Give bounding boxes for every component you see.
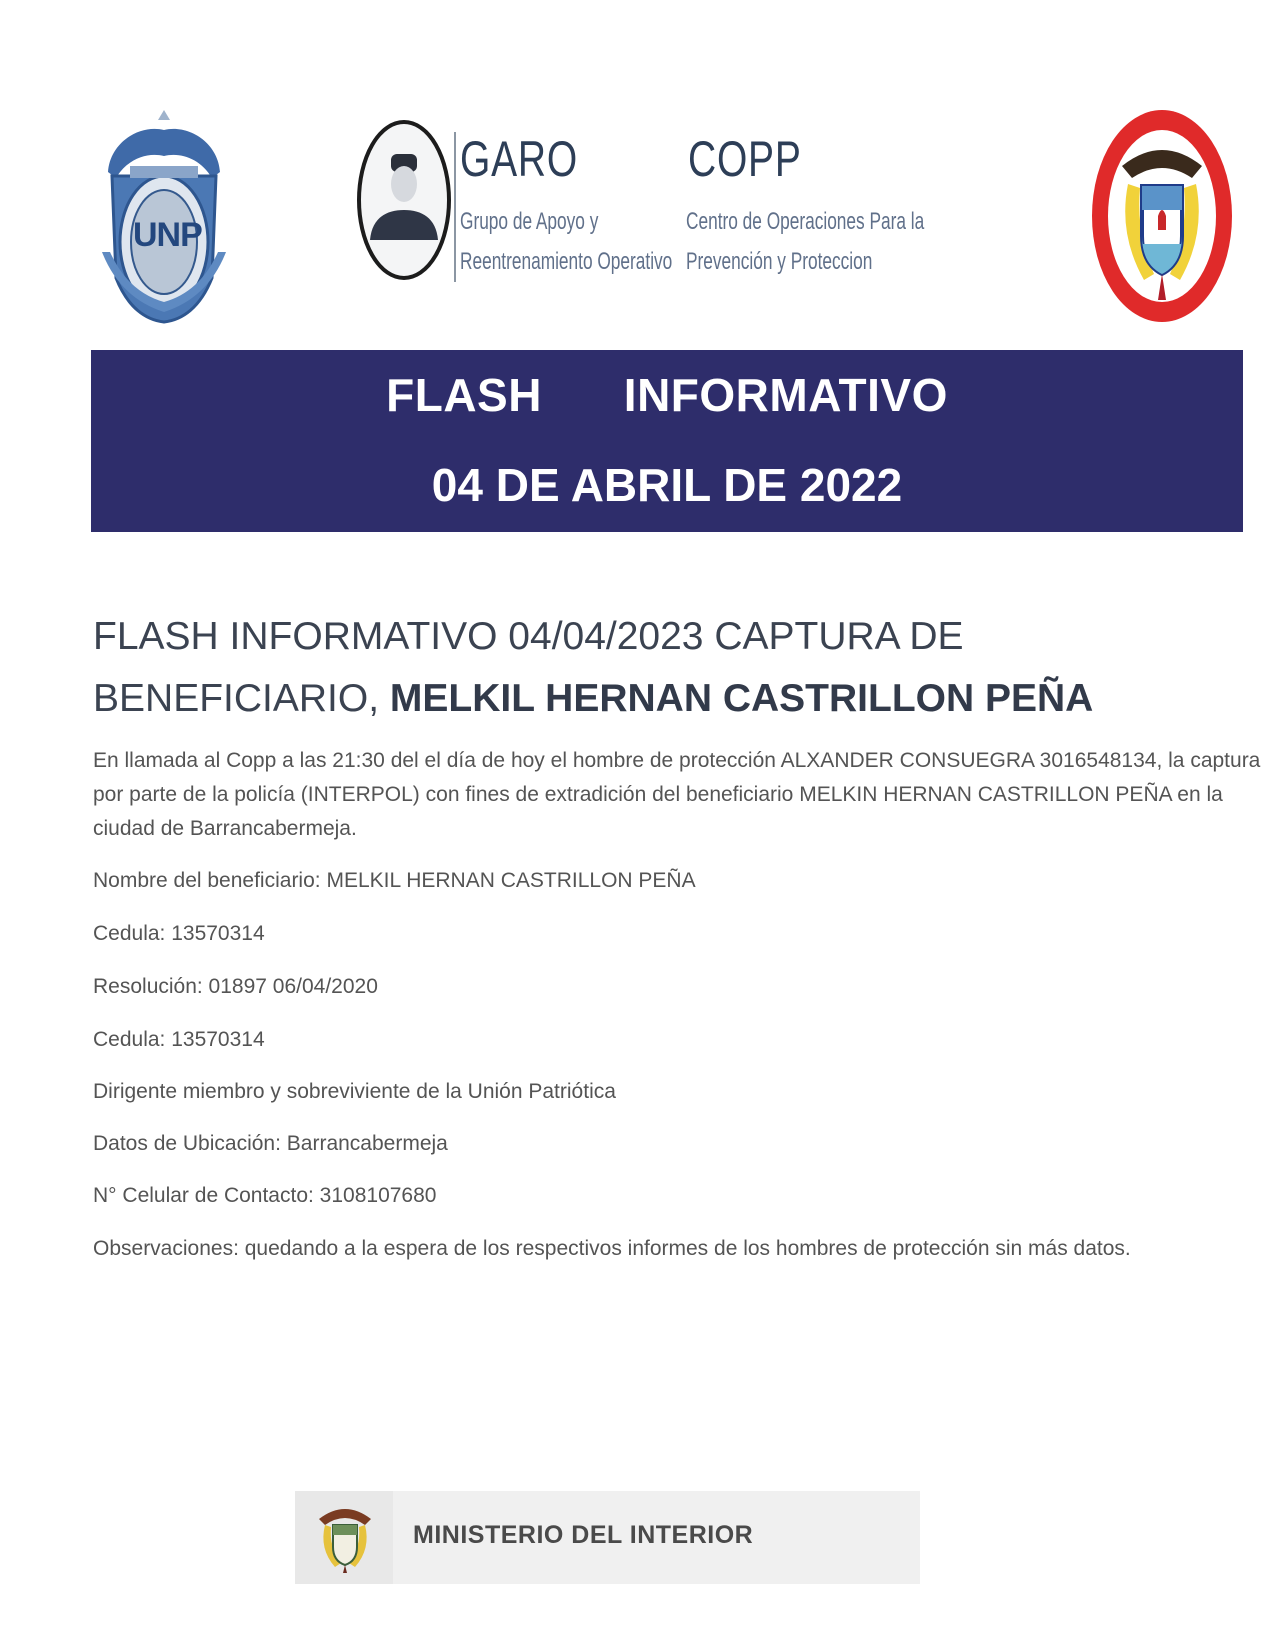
cedula-line-2: Cedula: 13570314 xyxy=(93,1028,265,1051)
colombia-coat-of-arms-icon xyxy=(1088,104,1236,328)
garo-avatar xyxy=(356,118,452,282)
garo-title: GARO xyxy=(460,131,578,187)
copp-title: COPP xyxy=(688,131,802,187)
intro-paragraph: En llamada al Copp a las 21:30 del el día de hoy el hombre de protección ALXANDER CONSUEGRA 3016548134, la captura por parte de la policía (INTERPOL) con fines de extradición del beneficiario MELKIN HERNAN CASTRILLON PEÑA en la ciudad de Barrancabermeja. xyxy=(93,749,1261,840)
unp-logo-label: UNP xyxy=(133,216,202,254)
heading-prefix: FLASH INFORMATIVO 04/04/2023 CAPTURA DE BENEFICIARIO, xyxy=(93,615,964,720)
unp-logo xyxy=(100,102,228,328)
unp-shield-icon xyxy=(100,102,228,328)
flash-banner xyxy=(91,350,1243,532)
banner-date: 04 DE ABRIL DE 2022 xyxy=(431,459,903,511)
leader-description-line: Dirigente miembro y sobreviviente de la Unión Patriótica xyxy=(93,1080,616,1103)
garo-subtitle-line2: Reentrenamiento Operativo xyxy=(460,248,673,275)
colombia-emblem-icon xyxy=(313,1501,377,1575)
colombia-seal xyxy=(1088,104,1236,328)
copp-subtitle-line2: Prevención y Proteccion xyxy=(686,248,873,275)
observations-paragraph: Observaciones: quedando a la espera de los respectivos informes de los hombres de protección sin más datos. xyxy=(93,1237,1131,1260)
resolution-line: Resolución: 01897 06/04/2020 xyxy=(93,975,378,998)
heading-beneficiary-name: MELKIL HERNAN CASTRILLON PEÑA xyxy=(389,677,1094,720)
location-line: Datos de Ubicación: Barrancabermeja xyxy=(93,1132,448,1155)
garo-avatar-icon xyxy=(356,118,452,282)
copp-subtitle-line1: Centro de Operaciones Para la xyxy=(686,208,925,235)
report-heading xyxy=(93,606,1243,730)
ministry-label: MINISTERIO DEL INTERIOR xyxy=(413,1521,754,1549)
footer-emblem-box xyxy=(295,1491,393,1584)
beneficiary-name-line: Nombre del beneficiario: MELKIL HERNAN CASTRILLON PEÑA xyxy=(93,869,696,892)
contact-phone-line: N° Celular de Contacto: 3108107680 xyxy=(93,1184,437,1207)
banner-title: FLASH INFORMATIVO xyxy=(386,369,948,421)
ministry-footer xyxy=(295,1491,920,1584)
garo-divider xyxy=(454,132,456,282)
cedula-line-1: Cedula: 13570314 xyxy=(93,922,265,945)
garo-subtitle-line1: Grupo de Apoyo y xyxy=(460,208,599,235)
